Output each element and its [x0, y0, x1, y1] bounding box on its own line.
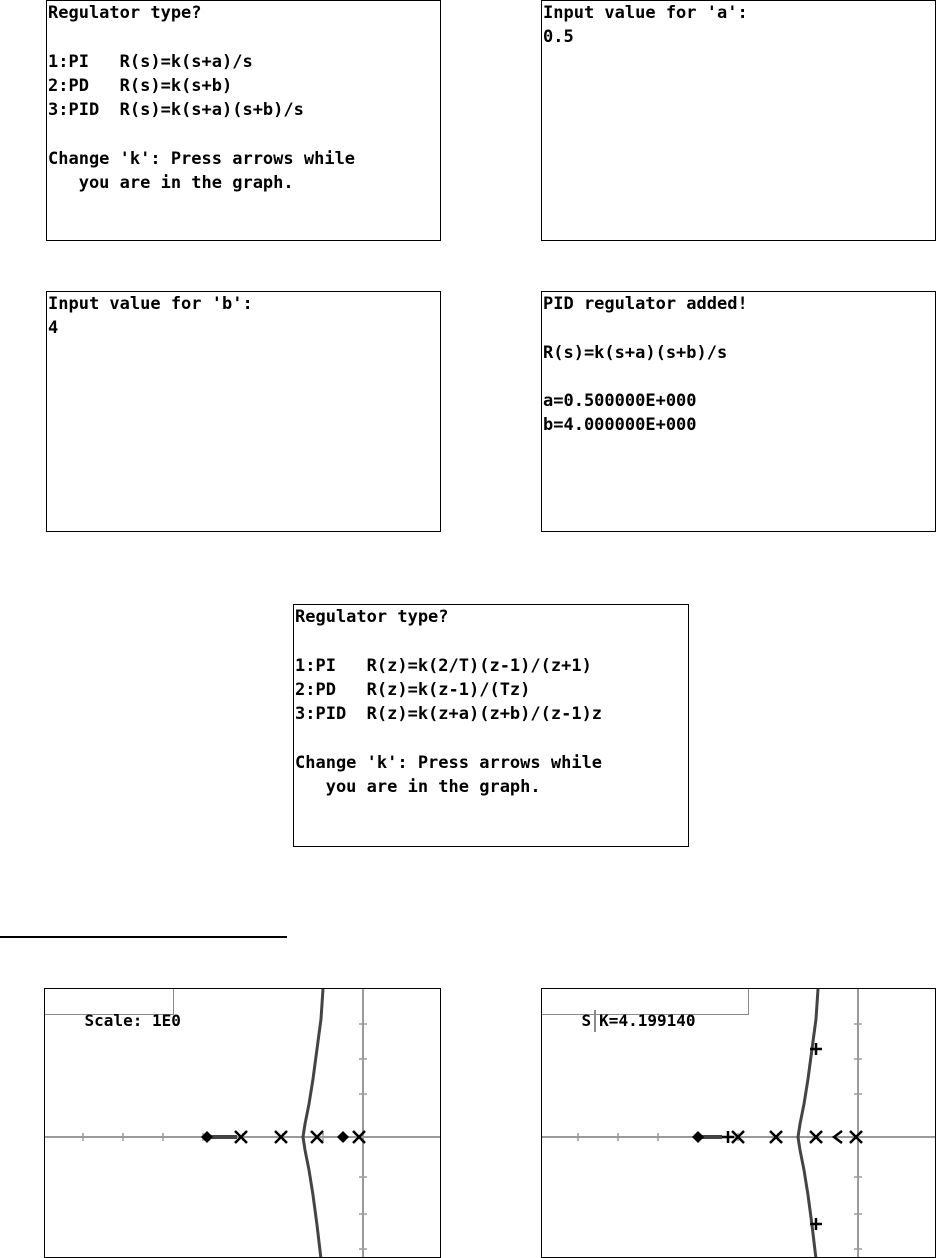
status-message: PID regulator added!: [543, 294, 748, 314]
gain-label: [541, 988, 749, 1030]
value-a: a=0.500000E+000: [543, 391, 697, 412]
menu-option-pid[interactable]: 3:PID R(z)=k(z+a)(z+b)/(z-1)z: [295, 704, 603, 725]
separator-rule: [0, 936, 287, 938]
screen-line: Change 'k': Press arrows while: [48, 148, 356, 169]
screen-line: [294, 726, 688, 750]
menu-option-pid[interactable]: 3:PID R(s)=k(s+a)(s+b)/s: [48, 100, 304, 121]
root-locus-graph-right[interactable]: [541, 988, 936, 1258]
menu-option-pi[interactable]: 1:PI R(z)=k(2/T)(z-1)/(z+1): [295, 655, 592, 676]
input-value-b[interactable]: 4: [48, 318, 59, 339]
label-separator: [594, 1010, 596, 1032]
calc-screen-regulator-type-s: [46, 0, 441, 241]
menu-option-pi[interactable]: 1:PI R(s)=k(s+a)/s: [48, 51, 253, 72]
calc-screen-pid-added: [541, 291, 936, 532]
menu-option-pd[interactable]: 2:PD R(z)=k(z-1)/(Tz): [295, 679, 531, 700]
calc-screen-input-b: [46, 291, 441, 532]
scale-label: [44, 988, 181, 1030]
screen-line: you are in the graph.: [48, 173, 294, 194]
calc-screen-input-a: [541, 0, 936, 241]
locus-branch: [798, 989, 818, 1258]
zero-markers: [692, 1131, 704, 1143]
screen-line: Change 'k': Press arrows while: [295, 752, 603, 773]
menu-option-pd[interactable]: 2:PD R(s)=k(s+b): [48, 75, 233, 96]
locus-branch: [303, 989, 323, 1258]
zero-diamond-mark: [201, 1131, 213, 1143]
screen-prefix: S: [581, 1011, 592, 1030]
value-b: b=4.000000E+000: [543, 415, 697, 436]
screen-line: you are in the graph.: [295, 777, 541, 798]
input-prompt: Input value for 'a':: [543, 3, 748, 23]
root-locus-graph-left[interactable]: [44, 988, 441, 1258]
screen-line: Regulator type?: [295, 607, 449, 627]
zero-diamond-mark: [337, 1131, 349, 1143]
calc-screen-regulator-type-z: [293, 604, 689, 847]
screen-line: Regulator type?: [48, 3, 202, 23]
input-prompt: Input value for 'b':: [48, 294, 253, 314]
regulator-formula: R(s)=k(s+a)(s+b)/s: [543, 342, 728, 363]
screen-line: [294, 629, 688, 653]
input-value-a[interactable]: 0.5: [543, 27, 574, 48]
screen-line: [47, 25, 440, 49]
screen-line: [542, 365, 935, 389]
scale-text: Scale: 1E0: [84, 1011, 181, 1030]
screen-line: [542, 316, 935, 340]
zero-diamond-mark: [692, 1131, 704, 1143]
gain-text: K=4.199140: [599, 1011, 696, 1030]
screen-line: [47, 122, 440, 146]
